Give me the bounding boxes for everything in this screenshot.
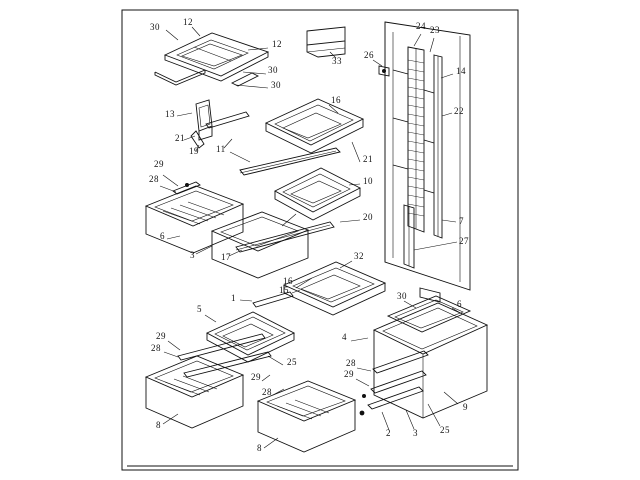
callout-number: 10 bbox=[363, 176, 373, 186]
callout-number: 24 bbox=[416, 21, 426, 31]
callout-number: 26 bbox=[364, 50, 374, 60]
glass-shelf-upper-assembly bbox=[230, 99, 363, 252]
callout-number: 33 bbox=[332, 56, 342, 66]
door-rail-column-assembly bbox=[373, 22, 470, 302]
callout-number: 14 bbox=[456, 66, 466, 76]
crisper-drawer-lower-center bbox=[258, 381, 355, 452]
callout-number: 1 bbox=[231, 293, 236, 303]
callout-number: 29 bbox=[154, 159, 164, 169]
top-shelf-frame-assembly bbox=[155, 27, 268, 88]
callout-number: 16 bbox=[283, 276, 293, 286]
glass-shelf-middle-assembly bbox=[240, 261, 385, 315]
callout-number: 23 bbox=[430, 25, 440, 35]
callout-number: 21 bbox=[175, 133, 185, 143]
callout-number: 30 bbox=[268, 65, 278, 75]
callout-number: 29 bbox=[156, 331, 166, 341]
callout-number: 27 bbox=[459, 236, 469, 246]
callout-number: 19 bbox=[189, 146, 199, 156]
callout-number: 25 bbox=[287, 357, 297, 367]
callout-number: 30 bbox=[397, 291, 407, 301]
callout-number: 6 bbox=[457, 299, 462, 309]
callout-number: 25 bbox=[440, 425, 450, 435]
callout-number: 17 bbox=[221, 252, 231, 262]
callout-number: 3 bbox=[190, 250, 195, 260]
callout-number: 32 bbox=[354, 251, 364, 261]
callout-number: 11 bbox=[216, 144, 226, 154]
callout-number: 5 bbox=[197, 304, 202, 314]
callout-number: 28 bbox=[262, 387, 272, 397]
callout-number: 6 bbox=[160, 231, 165, 241]
crisper-drawer-upper-left bbox=[146, 175, 308, 278]
light-shield-part bbox=[307, 27, 345, 58]
callout-number: 28 bbox=[346, 358, 356, 368]
callout-number: 8 bbox=[257, 443, 262, 453]
callout-number: 20 bbox=[363, 212, 373, 222]
callout-number: 16 bbox=[331, 95, 341, 105]
callout-number: 30 bbox=[150, 22, 160, 32]
callout-number: 9 bbox=[463, 402, 468, 412]
callout-number: 28 bbox=[149, 174, 159, 184]
callout-number: 12 bbox=[183, 17, 193, 27]
callout-number: 21 bbox=[363, 154, 373, 164]
callout-number: 22 bbox=[454, 106, 464, 116]
callout-number: 2 bbox=[386, 428, 391, 438]
callout-number: 29 bbox=[344, 369, 354, 379]
callout-number: 12 bbox=[272, 39, 282, 49]
callout-number: 7 bbox=[459, 216, 464, 226]
callout-number: 28 bbox=[151, 343, 161, 353]
callout-number: 13 bbox=[165, 109, 175, 119]
callout-number: 30 bbox=[271, 80, 281, 90]
handle-bracket-part bbox=[177, 100, 249, 151]
callout-number: 15 bbox=[279, 285, 289, 295]
callout-number: 29 bbox=[251, 372, 261, 382]
callout-number: 8 bbox=[156, 420, 161, 430]
callout-number: 3 bbox=[413, 428, 418, 438]
callout-number: 4 bbox=[342, 332, 347, 342]
